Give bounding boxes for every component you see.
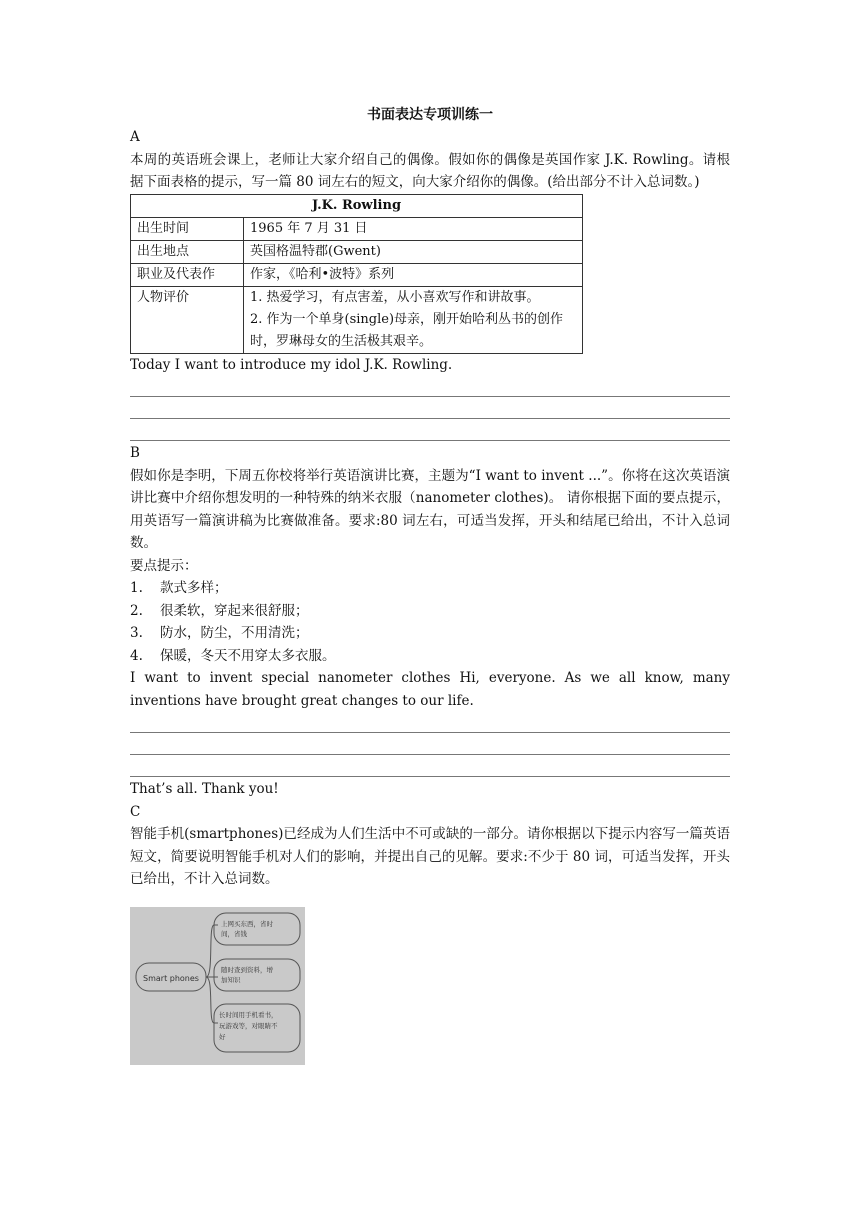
list-item: 2. 很柔软，穿起来很舒服； bbox=[130, 602, 309, 619]
table-key: 职业及代表作 bbox=[131, 263, 244, 286]
table-key: 出生时间 bbox=[131, 217, 244, 240]
mind-map-center: Smart phones bbox=[143, 973, 199, 983]
evaluation-item-1: 1. 热爱学习，有点害羞，从小喜欢写作和讲故事。 bbox=[250, 289, 540, 305]
document-page bbox=[130, 104, 730, 1069]
section-b-prompt: 假如你是李明，下周五你校将举行英语演讲比赛，主题为“I want to invent ...”。你将在这次英语演讲比赛中介绍你想发明的一种特殊的纳米衣服（nanometer clothes)。 请你根据下面的要点提示，用英语写一篇演讲稿为比赛做准备。要求:80 词左右，可适当发挥，开头和结尾已给出，不计入总词数。 bbox=[130, 467, 730, 551]
section-c-prompt: 智能手机(smartphones)已经成为人们生活中不可或缺的一部分。请你根据以下提示内容写一篇英语短文，简要说明智能手机对人们的影响，并提出自己的见解。要求:不少于 80 词，可适当发挥，开头已给出，不计入总词数。 bbox=[130, 826, 730, 887]
evaluation-item-2: 2. 作为一个单身(single)母亲，刚开始哈利丛书的创作时，罗琳母女的生活极其艰辛。 bbox=[250, 311, 564, 349]
writing-line bbox=[130, 756, 730, 777]
mind-map-branch-2: 加知识 bbox=[221, 975, 241, 984]
section-b-label: B bbox=[130, 445, 140, 461]
points-label: 要点提示： bbox=[130, 557, 198, 574]
points-list bbox=[130, 577, 730, 667]
table-value: 英国格温特郡(Gwent) bbox=[244, 240, 583, 263]
table-row bbox=[131, 217, 583, 240]
list-item: 4. 保暖，冬天不用穿太多衣服。 bbox=[130, 647, 336, 664]
profile-table-header: J.K. Rowling bbox=[131, 194, 583, 217]
table-key: 人物评价 bbox=[131, 286, 244, 353]
table-row bbox=[131, 286, 583, 353]
document-title: 书面表达专项训练一 bbox=[367, 107, 493, 123]
table-value-evaluation bbox=[244, 286, 583, 353]
mind-map-branch-3: 好 bbox=[219, 1032, 226, 1041]
list-item: 3. 防水，防尘，不用清洗； bbox=[130, 625, 309, 641]
mind-map-branch-2: 随时查到资料，增 bbox=[221, 965, 273, 974]
section-a-opening: Today I want to introduce my idol J.K. Rowling. bbox=[130, 356, 453, 373]
mind-map-branch-1: 间，省钱 bbox=[221, 929, 247, 938]
table-key: 出生地点 bbox=[131, 240, 244, 263]
writing-line bbox=[130, 398, 730, 419]
mind-map-branch-3: 长时间用手机看书， bbox=[219, 1010, 278, 1019]
section-b-closing: That’s all. Thank you! bbox=[130, 781, 279, 797]
section-a-prompt: 本周的英语班会课上，老师让大家介绍自己的偶像。假如你的偶像是英国作家 J.K. Rowling。请根据下面表格的提示，写一篇 80 词左右的短文，向大家介绍你的偶像。(给出部分不计入总词数。) bbox=[130, 151, 730, 190]
profile-table bbox=[130, 194, 583, 354]
list-item: 1. 款式多样； bbox=[130, 580, 228, 596]
mind-map-branch-1: 上网买东西，省时 bbox=[221, 919, 273, 928]
writing-line bbox=[130, 712, 730, 733]
writing-line bbox=[130, 376, 730, 397]
writing-line bbox=[130, 734, 730, 755]
smartphone-mind-map bbox=[130, 907, 305, 1065]
table-value: 1965 年 7 月 31 日 bbox=[244, 217, 583, 240]
section-c-label: C bbox=[130, 803, 141, 820]
mind-map-branch-3: 玩游戏等，对眼睛不 bbox=[219, 1021, 278, 1030]
writing-line bbox=[130, 420, 730, 441]
table-row bbox=[131, 263, 583, 286]
section-b-opening: I want to invent special nanometer clothes Hi, everyone. As we all know, many inventions have brought great changes to our life. bbox=[130, 670, 730, 709]
table-value: 作家，《哈利•波特》系列 bbox=[244, 263, 583, 286]
table-row bbox=[131, 240, 583, 263]
section-a-label: A bbox=[130, 129, 140, 145]
